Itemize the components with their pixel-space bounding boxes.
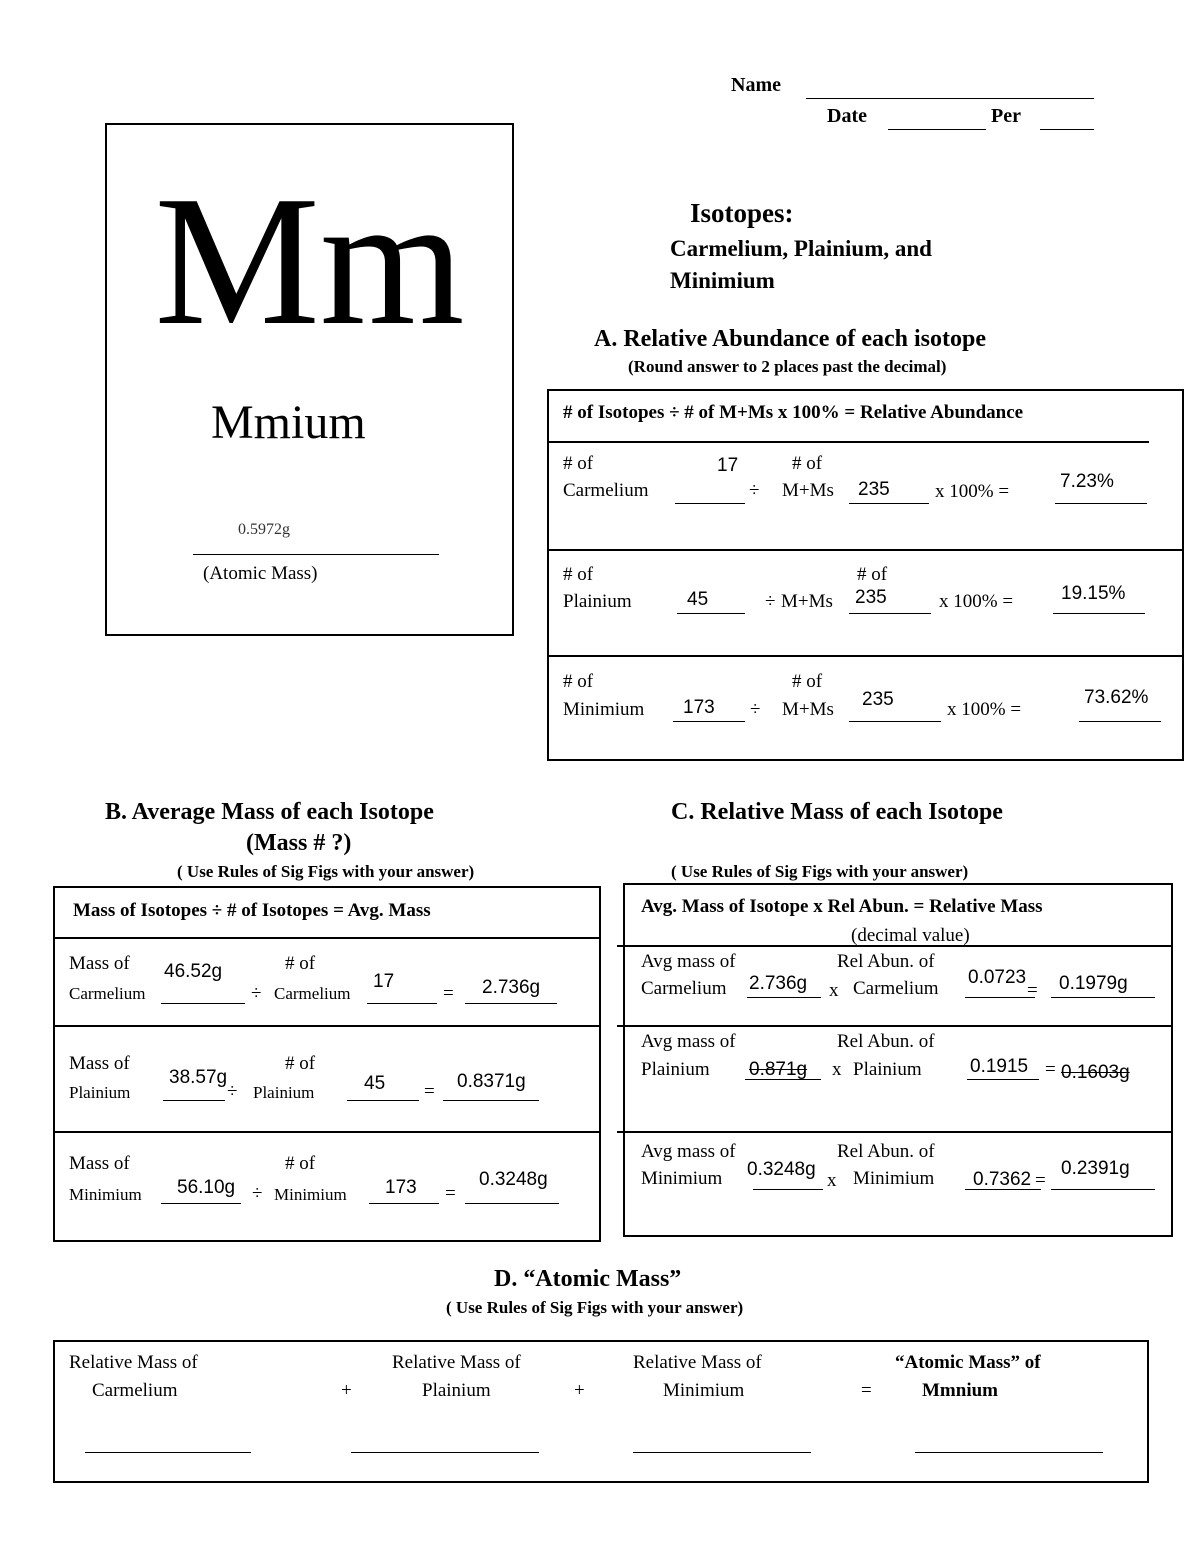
rel-abun-blank[interactable] [965,997,1035,998]
count-blank[interactable] [675,503,745,504]
isotope-name: Minimium [274,1185,347,1204]
col4-label: “Atomic Mass” of [895,1352,1041,1373]
count-blank[interactable] [367,1003,437,1004]
plus-sign: + [574,1380,585,1401]
divide-sign: ÷ [251,983,262,1004]
answer-blank[interactable] [465,1003,557,1004]
count-value: 17 [373,971,395,992]
table-row [55,1133,599,1239]
count-value: 17 [717,455,739,476]
mass-blank[interactable] [161,1003,245,1004]
times-sign: x [829,980,839,1001]
answer-blank[interactable] [1051,997,1155,998]
answer-value: 0.8371g [457,1071,526,1092]
count-label: # of [285,1153,316,1174]
total-label-mms: M+Ms [781,591,833,612]
col4-name: Mmnium [922,1380,998,1401]
count-value: 45 [687,589,709,610]
total-value: 235 [862,689,894,710]
total-label-of: # of [857,564,888,585]
section-b-title: B. Average Mass of each Isotope [105,799,434,825]
plainium-relative-mass-blank[interactable] [351,1452,539,1453]
mass-value: 46.52g [164,961,223,982]
equals-sign: = [1045,1059,1056,1080]
mass-value: 38.57g [169,1067,228,1088]
col2-label: Relative Mass of [392,1352,521,1373]
isotope-name: Plainium [253,1083,315,1102]
answer-value: 0.3248g [479,1169,548,1190]
mass-value: 56.10g [177,1177,236,1198]
equals-sign: = [443,983,454,1004]
section-a-header: # of Isotopes ÷ # of M+Ms x 100% = Relative Abundance [563,402,1024,423]
rel-abun-value: 0.0723 [968,967,1027,988]
divide-sign: ÷ [750,699,761,720]
section-c-note: ( Use Rules of Sig Figs with your answer) [671,862,969,881]
count-blank[interactable] [347,1100,419,1101]
atomic-mass-line [193,554,439,555]
element-name: Mmium [211,396,366,449]
count-label: # of [285,1053,316,1074]
col3-label: Relative Mass of [633,1352,762,1373]
avg-mass-value: 2.736g [749,973,808,994]
isotope-name: Minimium [69,1185,142,1204]
isotope-name: Minimium [641,1168,723,1189]
times-100: x 100% = [935,481,1010,502]
isotope-name: Carmelium [69,984,146,1003]
isotope-name: Carmelium [853,978,939,999]
count-blank[interactable] [677,613,745,614]
total-blank[interactable] [849,721,941,722]
times-100: x 100% = [947,699,1022,720]
answer-value: 0.1603g [1061,1062,1130,1083]
section-c-header: Avg. Mass of Isotope x Rel Abun. = Relative Mass [641,896,1043,917]
table-row [55,939,599,1025]
date-label: Date [827,105,867,127]
answer-value: 0.2391g [1061,1158,1130,1179]
equals-sign: = [861,1380,872,1401]
divide-sign: ÷ [252,1183,263,1204]
answer-value: 0.1979g [1059,973,1128,994]
section-d-title: D. “Atomic Mass” [494,1266,682,1292]
total-label-mms: M+Ms [782,699,834,720]
rel-abun-value: 0.7362 [973,1169,1032,1190]
isotope-name: Plainium [853,1059,922,1080]
plus-sign: + [341,1380,352,1401]
table-row [625,1133,1171,1233]
col1-name: Carmelium [92,1380,178,1401]
row-label-name: Minimium [563,699,645,720]
minimium-relative-mass-blank[interactable] [633,1452,811,1453]
count-value: 45 [364,1073,386,1094]
rel-abun-value: 0.1915 [970,1056,1029,1077]
isotope-name: Carmelium [274,984,351,1003]
answer-value: 19.15% [1061,583,1126,604]
divide-sign: ÷ [749,480,760,501]
row-label-name: Plainium [563,591,632,612]
table-row [625,947,1171,1025]
answer-value: 2.736g [482,977,541,998]
divide-sign: ÷ [227,1081,238,1102]
rel-abun-blank[interactable] [967,1079,1039,1080]
atomic-mass-label: (Atomic Mass) [203,563,318,584]
element-card [105,123,514,636]
avg-mass-blank[interactable] [753,1189,823,1190]
mass-label: Mass of [69,1053,130,1074]
equals-sign: = [1035,1170,1046,1191]
row-label-name: Carmelium [563,480,649,501]
answer-blank[interactable] [1051,1189,1155,1190]
atomic-mass-value: 0.5972g [238,521,290,538]
avg-mass-label: Avg mass of [641,1031,736,1052]
isotope-names-line1: Carmelium, Plainium, and [670,236,932,261]
table-row [549,551,1182,655]
total-label-mms: M+Ms [782,480,834,501]
count-blank[interactable] [673,721,745,722]
section-a-note: (Round answer to 2 places past the decimal) [628,357,947,376]
rel-abun-label: Rel Abun. of [837,1141,935,1162]
section-b-subtitle: (Mass # ?) [246,830,352,856]
total-value: 235 [858,479,890,500]
isotope-name: Plainium [69,1083,131,1102]
name-field[interactable] [806,98,1094,99]
per-label: Per [991,105,1021,127]
answer-blank[interactable] [1055,503,1147,504]
atomic-mass-answer-blank[interactable] [915,1452,1103,1453]
mass-blank[interactable] [163,1100,225,1101]
section-c-header-sub: (decimal value) [851,925,970,946]
avg-mass-label: Avg mass of [641,951,736,972]
total-value: 235 [855,587,887,608]
isotope-name: Minimium [853,1168,935,1189]
avg-mass-blank[interactable] [747,997,821,998]
table-row [625,1027,1171,1131]
section-a-title: A. Relative Abundance of each isotope [594,326,986,352]
divide-sign: ÷ [765,591,776,612]
row-label-of: # of [563,564,594,585]
table-row [549,657,1182,759]
avg-mass-value: 0.3248g [747,1159,816,1180]
section-b-note: ( Use Rules of Sig Figs with your answer) [177,862,475,881]
section-c-table [623,883,1173,1237]
equals-sign: = [424,1081,435,1102]
table-row [55,1027,599,1131]
answer-blank[interactable] [1079,721,1161,722]
answer-blank[interactable] [465,1203,559,1204]
mass-label: Mass of [69,1153,130,1174]
answer-blank[interactable] [443,1100,539,1101]
avg-mass-label: Avg mass of [641,1141,736,1162]
carmelium-relative-mass-blank[interactable] [85,1452,251,1453]
period-field[interactable] [1040,129,1094,130]
count-blank[interactable] [369,1203,439,1204]
col3-name: Minimium [663,1380,745,1401]
answer-blank[interactable] [1053,613,1145,614]
isotope-name: Carmelium [641,978,727,999]
total-blank[interactable] [849,613,931,614]
count-value: 173 [683,697,715,718]
row-label-of: # of [563,671,594,692]
element-symbol: Mm [154,158,465,364]
isotope-names-line2: Minimium [670,268,775,293]
section-b-header: Mass of Isotopes ÷ # of Isotopes = Avg. Mass [73,900,431,921]
isotopes-heading: Isotopes: [690,198,794,228]
section-a-table [547,389,1184,761]
row-label-of: # of [563,453,594,474]
isotope-name: Plainium [641,1059,710,1080]
name-label: Name [731,74,781,96]
avg-mass-value: 0.871g [749,1059,808,1080]
count-label: # of [285,953,316,974]
date-field[interactable] [888,129,986,130]
total-blank[interactable] [849,503,929,504]
answer-value: 7.23% [1060,471,1114,492]
col1-label: Relative Mass of [69,1352,198,1373]
rel-abun-label: Rel Abun. of [837,1031,935,1052]
section-d-table [53,1340,1149,1483]
section-d-note: ( Use Rules of Sig Figs with your answer) [446,1298,744,1317]
total-label-of: # of [792,453,823,474]
col2-name: Plainium [422,1380,491,1401]
mass-blank[interactable] [161,1203,241,1204]
mass-label: Mass of [69,953,130,974]
section-c-title: C. Relative Mass of each Isotope [671,799,1003,825]
section-b-table [53,886,601,1242]
times-sign: x [832,1059,842,1080]
total-label-of: # of [792,671,823,692]
equals-sign: = [445,1183,456,1204]
times-100: x 100% = [939,591,1014,612]
equals-sign: = [1027,980,1038,1001]
count-value: 173 [385,1177,417,1198]
table-row [549,443,1182,549]
answer-value: 73.62% [1084,687,1149,708]
times-sign: x [827,1170,837,1191]
rel-abun-label: Rel Abun. of [837,951,935,972]
